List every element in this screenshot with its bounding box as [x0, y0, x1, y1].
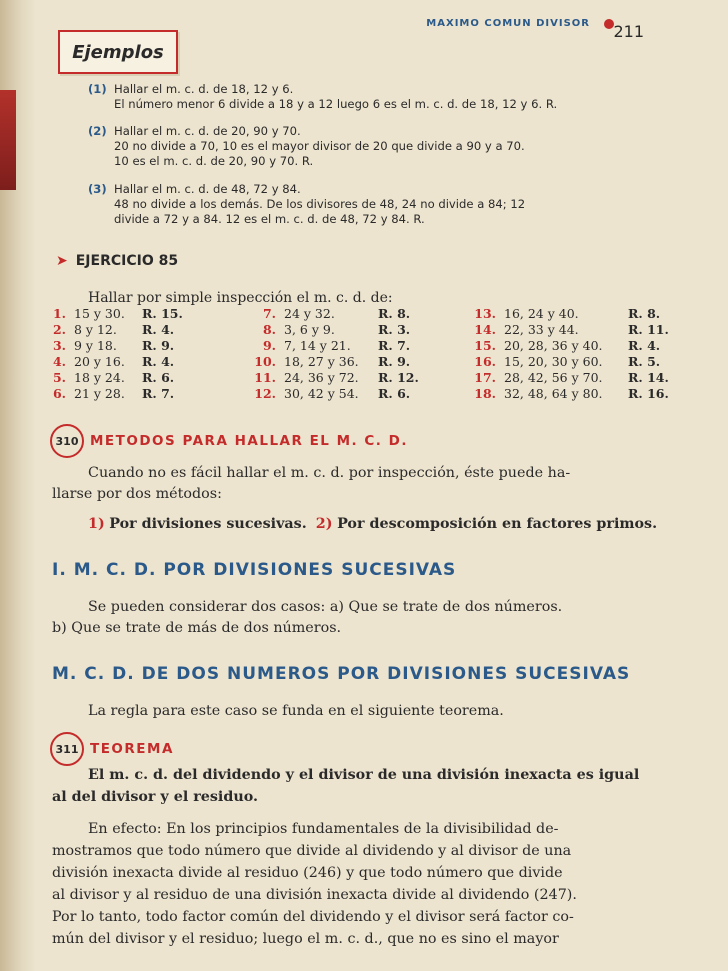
page-number: 211 — [613, 22, 644, 41]
chapter-tab — [0, 90, 16, 190]
proof-line: En efecto: En los principios fundamentales de la divisibilidad de- — [88, 821, 559, 837]
theorem-line-2: al del divisor y el residuo. — [52, 789, 258, 805]
section-310-heading — [50, 424, 408, 458]
section-I-line-2: b) Que se trate de más de dos números. — [52, 620, 342, 636]
example-number: (2) — [88, 124, 107, 138]
section-I-line-1: Se pueden considerar dos casos: a) Que se trate de dos números. — [88, 599, 563, 615]
section-311-heading — [50, 732, 174, 766]
example-3: (3) Hallar el m. c. d. de 48, 72 y 84. 48 no divide a los demás. De los divisores de 48, 24 no divide a 84; 12 divide a 72 y a 84. 12 es el m. c. d. de 48, 72 y 84. R. — [88, 182, 526, 226]
proof-line: mún del divisor y el residuo; luego el m. c. d., que no es sino el mayor — [52, 931, 559, 947]
section-number: 310 — [50, 424, 84, 458]
section-310-paragraph: Cuando no es fácil hallar el m. c. d. por inspección, éste puede ha- — [88, 465, 571, 481]
example-2: (2) Hallar el m. c. d. de 20, 90 y 70. 20 no divide a 70, 10 es el mayor divisor de 20 que divide a 90 y a 70. 10 es el m. c. d. de 20, 90 y 70. R. — [88, 124, 525, 168]
proof-line: mostramos que todo número que divide al dividendo y al divisor de una — [52, 843, 572, 859]
section-310-paragraph-cont: llarse por dos métodos: — [52, 486, 222, 502]
section-two-numbers-line: La regla para este caso se funda en el siguiente teorema. — [88, 703, 504, 719]
header-title: MAXIMO COMUN DIVISOR — [426, 18, 590, 29]
section-number: 311 — [50, 732, 84, 766]
example-number: (3) — [88, 182, 107, 196]
exercise-heading — [56, 253, 178, 269]
section-I-title: I. M. C. D. POR DIVISIONES SUCESIVAS — [52, 560, 457, 580]
section-two-numbers-title: M. C. D. DE DOS NUMEROS POR DIVISIONES SUCESIVAS — [52, 664, 631, 684]
section-title: METODOS PARA HALLAR EL M. C. D. — [90, 433, 408, 449]
examples-label: Ejemplos — [58, 30, 178, 74]
arrow-icon: ➤ — [56, 253, 68, 269]
example-number: (1) — [88, 82, 107, 96]
exercise-table: 1. 15 y 30. R. 15. 7. 24 y 32. R. 8. 13. 16, 24 y 40. R. 8. 2. 8 y 12. R. 4. 8. 3, 6 y 9. R. 3. 14. 22, 33 y 44. R. 11. 3. 9 y 18. R. 9. 9. 7, 14 y 21. R. 7. 15. 20, 28, 36 y 40. R. 4. 4. 20 y 16. R. 4. 10. 18, 27 y 36. R. 9. 16. 15, 20, 30 y 60. R. 5. 5. 18 y 24. R. 6. 11. 24, 36 y 72. R. 12. 17. 28, 42, 56 y 70. R. 14. 6. 21 y 28. R. 7. 12. 30, 42 y 54. R. 6. 18. 32, 48, 64 y 80. R. 16. — [52, 306, 669, 401]
proof-line: división inexacta divide al residuo (246) y que todo número que divide — [52, 865, 563, 881]
exercise-title: EJERCICIO 85 — [75, 253, 179, 269]
exercise-intro: Hallar por simple inspección el m. c. d. de: — [88, 290, 393, 306]
section-title: TEOREMA — [90, 741, 174, 757]
proof-line: al divisor y al residuo de una división inexacta divide al dividendo (247). — [52, 887, 577, 903]
example-1: (1) Hallar el m. c. d. de 18, 12 y 6. El número menor 6 divide a 18 y a 12 luego 6 es el m. c. d. de 18, 12 y 6. R. — [88, 82, 558, 111]
theorem-line-1: El m. c. d. del dividendo y el divisor de una división inexacta es igual — [88, 767, 640, 783]
methods-line: 1) Por divisiones sucesivas. 2) Por descomposición en factores primos. — [88, 516, 658, 532]
proof-line: Por lo tanto, todo factor común del dividendo y el divisor será factor co- — [52, 909, 574, 925]
